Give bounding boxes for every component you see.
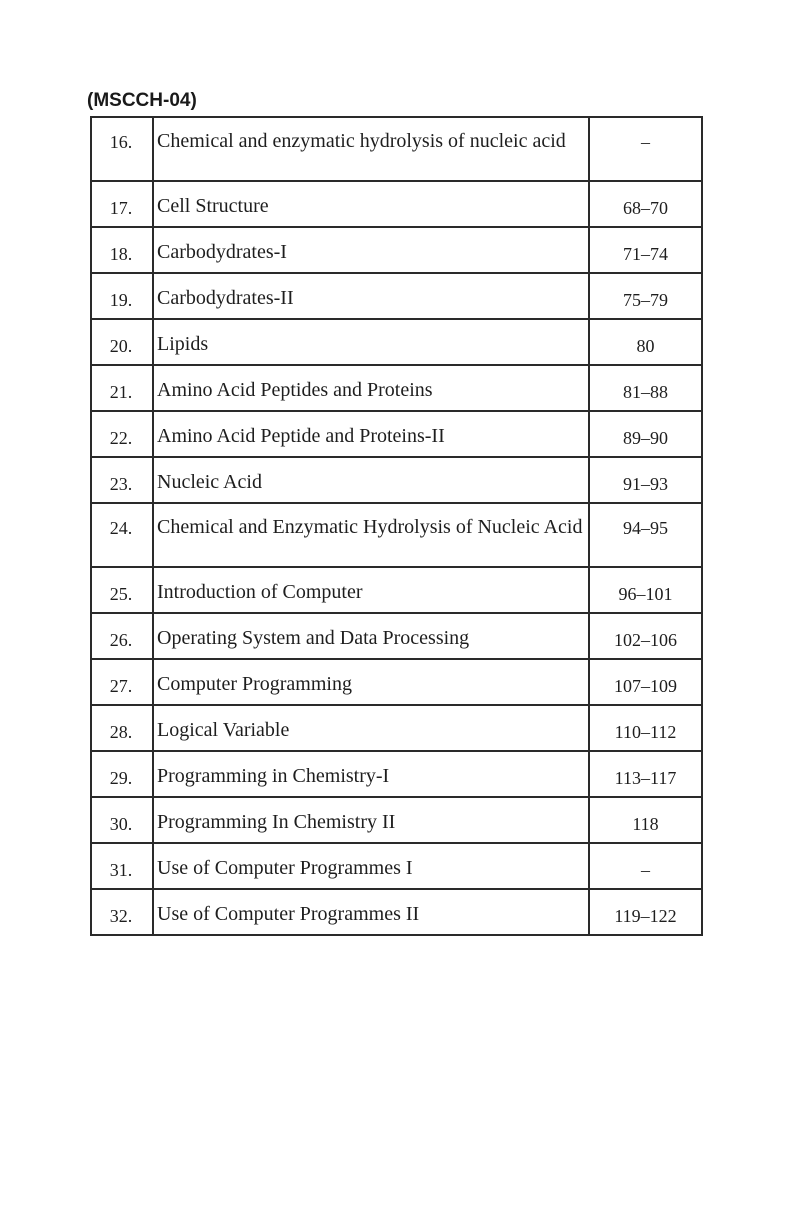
- table-row: [91, 659, 702, 705]
- contents-table: [90, 116, 703, 936]
- page-range-cell: 107–109: [589, 659, 702, 705]
- unit-number-cell: 22.: [91, 411, 153, 457]
- table-row: [91, 365, 702, 411]
- page-range-cell: 81–88: [589, 365, 702, 411]
- unit-title-cell: Lipids: [153, 319, 589, 365]
- page-range-cell: –: [589, 117, 702, 181]
- table-row: [91, 319, 702, 365]
- unit-title-cell: Carbodydrates-II: [153, 273, 589, 319]
- table-row: [91, 503, 702, 567]
- table-row: [91, 889, 702, 935]
- page-range-cell: 102–106: [589, 613, 702, 659]
- table-row: [91, 181, 702, 227]
- table-row: [91, 411, 702, 457]
- unit-title-cell: Chemical and Enzymatic Hydrolysis of Nucleic Acid: [153, 503, 589, 567]
- table-row: [91, 273, 702, 319]
- page-range-cell: 118: [589, 797, 702, 843]
- unit-title-cell: Operating System and Data Processing: [153, 613, 589, 659]
- unit-number-cell: 25.: [91, 567, 153, 613]
- course-code-heading: (MSCCH-04): [87, 90, 197, 111]
- page-range-cell: 96–101: [589, 567, 702, 613]
- table-row: [91, 705, 702, 751]
- page-range-cell: 94–95: [589, 503, 702, 567]
- page-range-cell: 89–90: [589, 411, 702, 457]
- unit-number-cell: 20.: [91, 319, 153, 365]
- unit-title-cell: Carbodydrates-I: [153, 227, 589, 273]
- unit-number-cell: 24.: [91, 503, 153, 567]
- unit-title-cell: Amino Acid Peptide and Proteins-II: [153, 411, 589, 457]
- unit-title-cell: Use of Computer Programmes II: [153, 889, 589, 935]
- page-range-cell: 113–117: [589, 751, 702, 797]
- unit-title-cell: Computer Programming: [153, 659, 589, 705]
- unit-title-cell: Nucleic Acid: [153, 457, 589, 503]
- page-range-cell: 110–112: [589, 705, 702, 751]
- unit-number-cell: 28.: [91, 705, 153, 751]
- page-range-cell: 71–74: [589, 227, 702, 273]
- unit-number-cell: 23.: [91, 457, 153, 503]
- unit-number-cell: 31.: [91, 843, 153, 889]
- unit-title-cell: Cell Structure: [153, 181, 589, 227]
- unit-title-cell: Amino Acid Peptides and Proteins: [153, 365, 589, 411]
- table-row: [91, 797, 702, 843]
- unit-number-cell: 26.: [91, 613, 153, 659]
- unit-title-cell: Programming in Chemistry-I: [153, 751, 589, 797]
- contents-table-body: [91, 117, 702, 935]
- unit-number-cell: 30.: [91, 797, 153, 843]
- unit-number-cell: 19.: [91, 273, 153, 319]
- table-row: [91, 117, 702, 181]
- unit-number-cell: 18.: [91, 227, 153, 273]
- unit-number-cell: 32.: [91, 889, 153, 935]
- table-row: [91, 613, 702, 659]
- unit-title-cell: Programming In Chemistry II: [153, 797, 589, 843]
- unit-title-cell: Logical Variable: [153, 705, 589, 751]
- table-row: [91, 567, 702, 613]
- table-row: [91, 227, 702, 273]
- unit-number-cell: 17.: [91, 181, 153, 227]
- unit-number-cell: 29.: [91, 751, 153, 797]
- page-range-cell: 91–93: [589, 457, 702, 503]
- page-range-cell: 119–122: [589, 889, 702, 935]
- unit-title-cell: Use of Computer Programmes I: [153, 843, 589, 889]
- table-row: [91, 457, 702, 503]
- unit-number-cell: 16.: [91, 117, 153, 181]
- page-range-cell: 75–79: [589, 273, 702, 319]
- page-range-cell: 68–70: [589, 181, 702, 227]
- table-row: [91, 751, 702, 797]
- unit-title-cell: Introduction of Computer: [153, 567, 589, 613]
- unit-title-cell: Chemical and enzymatic hydrolysis of nucleic acid: [153, 117, 589, 181]
- unit-number-cell: 21.: [91, 365, 153, 411]
- page-range-cell: 80: [589, 319, 702, 365]
- page-range-cell: –: [589, 843, 702, 889]
- table-row: [91, 843, 702, 889]
- unit-number-cell: 27.: [91, 659, 153, 705]
